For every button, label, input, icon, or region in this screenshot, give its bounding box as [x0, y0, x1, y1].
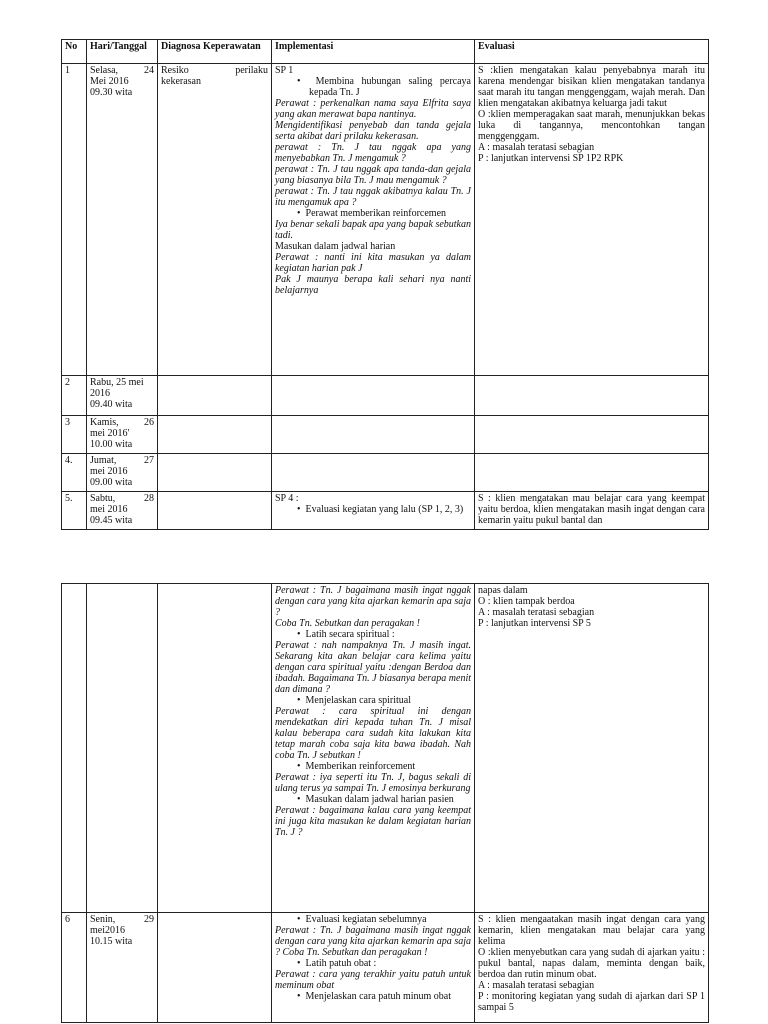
row-date-cell: Senin, 29 mei2016 10.15 wita — [87, 913, 158, 1023]
row-number: 3 — [62, 416, 87, 454]
table-header-row — [62, 40, 709, 64]
bullet-item: • Menjelaskan cara patuh minum obat — [297, 991, 452, 1002]
row-number: 2 — [62, 376, 87, 416]
header-diagnosa: Diagnosa Keperawatan — [158, 40, 272, 64]
row-number: 1 — [62, 64, 87, 376]
implementation-cell: • Evaluasi kegiatan sebelumnya Perawat : Tn. J bagaimana masih ingat nggak dengan cara yang kita ajarkan kemarin apa saja ? Coba Tn. Sebutkan dan peragakan ! • Latih patuh obat : Perawat : cara yang terakhir yaitu patuh untuk meminum obat • Menjelaskan cara patuh minum obat — [272, 913, 475, 1023]
evaluation-cell — [475, 376, 709, 416]
evaluation-cell — [475, 416, 709, 454]
diagnosis-cell — [158, 376, 272, 416]
table-row — [62, 492, 709, 530]
evaluation-cell: napas dalam O : klien tampak berdoa A : masalah teratasi sebagian P : lanjutkan intervensi SP 5 — [475, 584, 709, 913]
bullet-item: • Latih secara spiritual : — [297, 629, 395, 640]
diagnosis-cell: Resiko perilaku kekerasan — [158, 64, 272, 376]
header-no: No — [62, 40, 87, 64]
bullet-item: • Menjelaskan cara spiritual — [297, 695, 412, 706]
table-row — [62, 416, 709, 454]
diagnosis-cell — [158, 913, 272, 1023]
table-row — [62, 376, 709, 416]
header-hari-tanggal: Hari/Tanggal — [87, 40, 158, 64]
bullet-item: • Latih patuh obat : — [297, 958, 377, 969]
date-month-year: Mei 2016 — [90, 76, 129, 87]
implementation-cell: SP 1 • Membina hubungan saling percaya kepada Tn. J Perawat : perkenalkan nama saya Elfrita saya yang akan merawat bapa nantinya. Mengidentifikasi penyebab dan tanda gejala serta akibat dari prilaku kekerasan. perawat : Tn. J tau nggak apa yang menyebabkan Tn. J mengamuk ? perawat : Tn. J tau nggak apa tanda-dan gejala yang biasanya bila Tn. J mau mengamuk ? perawat : Tn. J tau nggak akibatnya kalau Tn. J itu mengamuk apa ? • Perawat memberikan reinforcemen Iya benar sekali bapak apa yang bapak sebutkan tadi. Masukan dalam jadwal harian Perawat : nanti ini kita masukan ya dalam kegiatan harian pak J Pak J maunya berapa kali sehari nya nanti belajarnya — [272, 64, 475, 376]
bullet-item: • Perawat memberikan reinforcemen — [297, 208, 447, 219]
table-row — [62, 913, 709, 1023]
table-row — [62, 584, 709, 913]
row-date-cell: Kamis, 26 mei 2016' 10.00 wita — [87, 416, 158, 454]
bullet-item: • Membina hubungan saling percaya kepada Tn. J — [297, 76, 471, 98]
row-number: 4. — [62, 454, 87, 492]
date-num: 24 — [144, 65, 154, 76]
row-number: 6 — [62, 913, 87, 1023]
diagnosis-cell — [158, 492, 272, 530]
table-row — [62, 64, 709, 376]
sp-label: SP 1 — [275, 65, 294, 76]
diagnosis-cell — [158, 416, 272, 454]
row-number: 5. — [62, 492, 87, 530]
implementation-cell — [272, 492, 475, 530]
header-implementasi: Implementasi — [272, 40, 475, 64]
row-date-cell: Jumat, 27 mei 2016 09.00 wita — [87, 454, 158, 492]
evaluation-cell: S : klien mengaatakan masih ingat dengan cara yang kemarin, klien mengatakan mau belajar cara yang kelima O :klien menyebutkan cara yang sudah di ajarkan yaitu : pukul bantal, napas dalam, meminta dengan baik, berdoa dan rutin minum obat. A : masalah teratasi sebagian P : monitoring kegiatan yang sudah di ajarkan dari SP 1 sampai 5 — [475, 913, 709, 1023]
implementation-cell — [272, 416, 475, 454]
evaluation-cell — [475, 454, 709, 492]
row-date-cell — [87, 584, 158, 913]
evaluation-cell: S :klien mengatakan kalau penyebabnya marah itu karena mendengar bisikan klien mengatakan tandanya saat marah itu tangan menggenggam, wajah merah. Dan klien mengatakan akibatnya keluarga jadi takut O :klien memperagakan saat marah, menunjukkan bekas luka di tangannya, mencontohkan tangan menggenggam. A : masalah teratasi sebagian P : lanjutkan intervensi SP 1P2 RPK — [475, 64, 709, 376]
bullet-item: • Memberikan reinforcement — [297, 761, 416, 772]
sp-label: SP 4 : — [275, 493, 299, 504]
bullet-item: • Masukan dalam jadwal harian pasien — [297, 794, 454, 805]
nursing-implementation-table-page2 — [61, 583, 709, 1023]
row-number — [62, 584, 87, 913]
table-row — [62, 454, 709, 492]
implementation-cell: Perawat : Tn. J bagaimana masih ingat nggak dengan cara yang kita ajarkan kemarin apa saja ? Coba Tn. Sebutkan dan peragakan ! • Latih secara spiritual : Perawat : nah nampaknya Tn. J masih ingat. Sekarang kita akan belajar cara kelima yaitu dengan cara spiritual yaitu :dengan Berdoa dan ibadah. Bagaimana Tn. J biasanya berapa menit dan dimana ? • Menjelaskan cara spiritual Perawat : cara spiritual ini dengan mendekatkan diri kepada tuhan Tn. J misal kalau beberapa cara sudah kita lakukan kita tetap marah coba saja kita bawa ibadah. Nah coba Tn. J sebutkan ! • Memberikan reinforcement Perawat : iya seperti itu Tn. J, bagus sekali di ulang terus ya sampai Tn. J emosinya berkurang • Masukan dalam jadwal harian pasien Perawat : bagaimana kalau cara yang keempat ini juga kita masukan ke dalam kegiatan harian Tn. J ? — [272, 584, 475, 913]
diagnosis-cell — [158, 584, 272, 913]
row-date-cell: Sabtu, 28 mei 2016 09.45 wita — [87, 492, 158, 530]
row-date-cell: Rabu, 25 mei 2016 09.40 wita — [87, 376, 158, 416]
date-day: Selasa, — [90, 65, 119, 76]
date-time: 09.30 wita — [90, 87, 133, 98]
evaluation-cell: S : klien mengatakan mau belajar cara yang keempat yaitu berdoa, klien mengatakan masih ingat dengan cara kemarin yaitu pukul bantal dan — [475, 492, 709, 530]
header-evaluasi: Evaluasi — [475, 40, 709, 64]
implementation-cell — [272, 454, 475, 492]
implementation-cell — [272, 376, 475, 416]
diagnosis-cell — [158, 454, 272, 492]
nursing-implementation-table-page1 — [61, 39, 709, 530]
bullet-item: • Evaluasi kegiatan yang lalu (SP 1, 2, 3) — [297, 504, 464, 515]
row-date-cell — [87, 64, 158, 376]
bullet-item: • Evaluasi kegiatan sebelumnya — [297, 914, 427, 925]
